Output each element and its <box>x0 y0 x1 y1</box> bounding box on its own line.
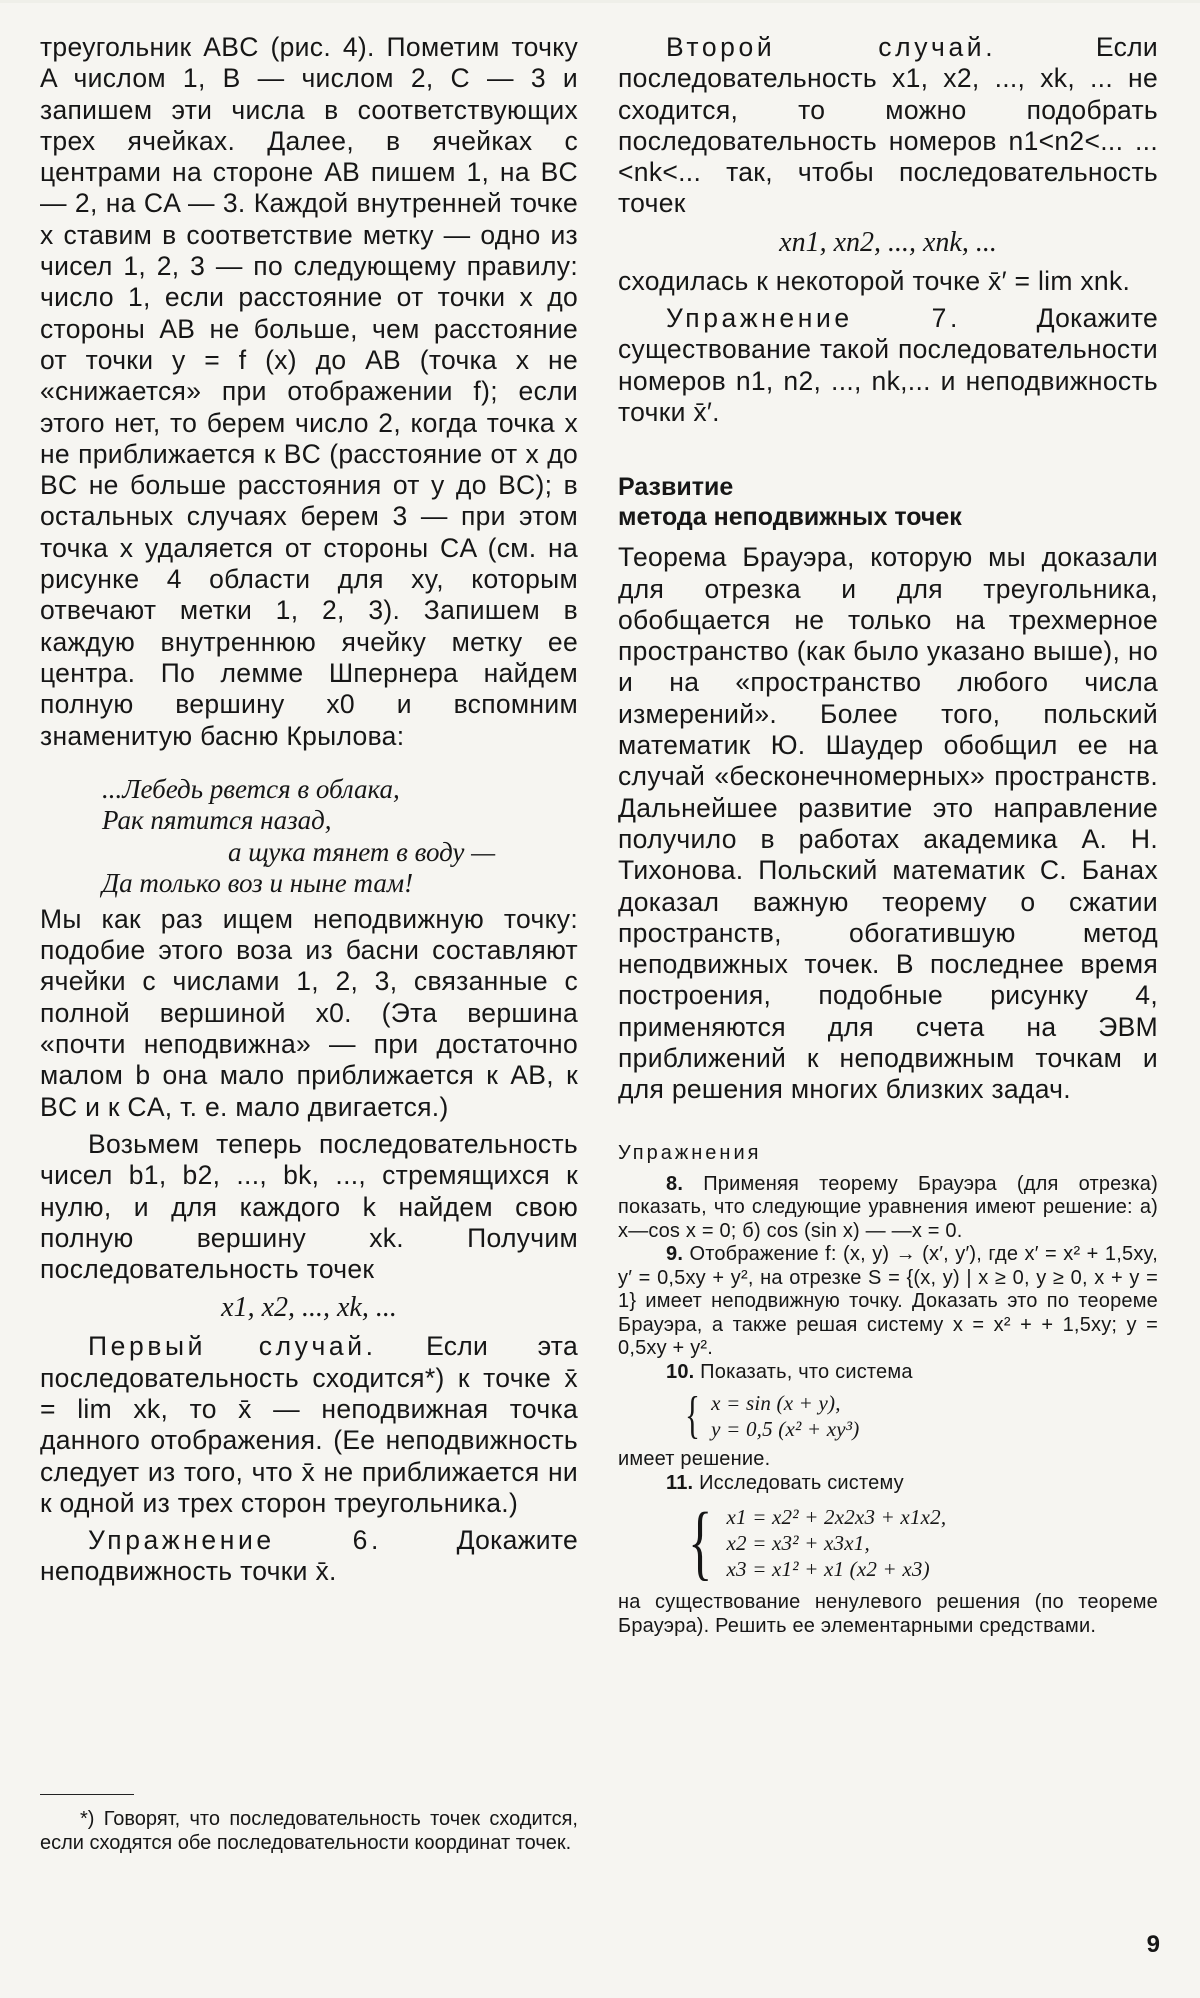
sequence-equation: x1, x2, ..., xk, ... <box>221 1292 397 1324</box>
exercise-10 <box>618 1361 1158 1385</box>
footnote-rule <box>40 1794 134 1795</box>
exercise-11-tail: на существование ненулевого решения (по теореме Брауэра). Решить ее элементарными средствами. <box>618 1591 1158 1637</box>
case-1-text: Если эта последовательность сходится*) к точке x̄ = lim xk, то x̄ — неподвижная точка данного отображения. (Ее неподвижность следует из того, что x̄ не приближается ни к одной из трех сторон треугольника.) <box>40 1331 578 1518</box>
section-heading-line-1: Развитие <box>618 473 734 502</box>
left-paragraph-2: Мы как раз ищем неподвижную точку: подобие этого воза из басни составляют ячейки с числами 1, 2, 3, связанные с полной вершиной x0. (Эта вершина «почти неподвижна» — при достаточно малом b она мало приближается к AB, к BC и к CA, т. е. мало двигается.) <box>40 903 578 1122</box>
exercise-10-tail: имеет решение. <box>618 1448 771 1471</box>
exercises-title: Упражнения <box>618 1141 762 1164</box>
brace-symbol: { <box>688 1496 713 1590</box>
section-heading <box>618 472 1158 532</box>
system-10-eq-2: y = 0,5 (x² + xy³) <box>711 1417 860 1442</box>
exercise-7-text: Докажите существование такой последовательности номеров n1, n2, ..., nk,... и неподвижность точки x̄′. <box>618 303 1158 427</box>
exercise-11-number: 11. <box>666 1471 694 1494</box>
exercise-11-text: Исследовать систему <box>699 1471 904 1494</box>
exercises-list <box>618 1173 1158 1639</box>
poem-quote <box>40 774 578 900</box>
left-paragraph-1: треугольник ABC (рис. 4). Пометим точку A числом 1, B — числом 2, C — 3 и запишем эти числа в соответствующих трех ячейках. Далее, в ячейках с центрами на стороне AB пишем 1, на BC — 2, на CA — 3. Каждой внутренней точке x ставим в соответствие метку — одно из чисел 1, 2, 3 — по следующему правилу: число 1, если расстояние от точки x до стороны AB не больше, чем расстояние от точки y = f (x) до AB (точка x не «снижается» при отображении f); если этого нет, то берем число 2, когда точка x не приближается к BC (расстояние от x до BC не больше расстояния от y до BC); в остальных случаях берем 3 — при этом точка x удаляется от стороны CA (см. на рисунке 4 области для xy, которым отвечают метки 1, 2, 3). Запишем в каждую внутреннюю ячейку метку ее центра. По лемме Шпернера найдем полную вершину x0 и вспомним знаменитую басню Крылова: <box>40 32 578 751</box>
subsequence-equation: xn1, xn2, ..., xnk, ... <box>779 226 997 258</box>
exercise-7-lead: Упражнение 7. <box>666 303 961 334</box>
system-11-eq-1: x1 = x2² + 2x2x3 + x1x2, <box>726 1505 947 1530</box>
system-10-eq-1: x = sin (x + y), <box>711 1391 841 1416</box>
exercise-8-number: 8. <box>666 1172 684 1195</box>
brace-symbol: { <box>685 1387 701 1445</box>
poem-line-2: Рак пятится назад, <box>102 805 332 836</box>
left-paragraph-5 <box>40 1525 578 1588</box>
case-2-lead: Второй случай. <box>666 32 997 62</box>
system-11-eq-3: x3 = x1² + x1 (x2 + x3) <box>726 1557 930 1582</box>
top-edge <box>0 0 1200 3</box>
page-number: 9 <box>1146 1931 1160 1958</box>
exercise-9 <box>618 1243 1158 1361</box>
left-paragraph-4 <box>40 1331 578 1519</box>
exercise-11-system <box>680 1496 1158 1590</box>
left-paragraph-3: Возьмем теперь последовательность чисел b1, b2, ..., bk, ..., стремящихся к нулю, и для каждого k найдем свою полную вершину xk. Получим последовательность точек <box>40 1128 578 1285</box>
case-2-text: Если последовательность x1, x2, ..., xk, ... не сходится, то можно подобрать последовательность номеров n1<n2<... ...<nk<... так, чтобы последовательность точек <box>618 32 1158 219</box>
exercise-10-system <box>680 1387 1158 1445</box>
exercise-11 <box>618 1472 1158 1496</box>
system-11-eq-2: x2 = x3² + x3x1, <box>726 1531 870 1556</box>
exercise-10-number: 10. <box>666 1360 695 1383</box>
section-heading-line-2: метода неподвижных точек <box>618 503 962 532</box>
case-1-lead: Первый случай. <box>88 1331 377 1362</box>
exercise-10-text: Показать, что система <box>700 1360 913 1383</box>
exercise-9-number: 9. <box>666 1243 684 1266</box>
poem-line-4: Да только воз и ныне там! <box>102 868 414 899</box>
poem-line-1: ...Лебедь рвется в облака, <box>102 773 400 804</box>
right-paragraph-4: Теорема Брауэра, которую мы доказали для отрезка и для треугольника, обобщается не только на трехмерное пространство (как было указано выше), но и на «пространство любого числа измерений». Более того, польский математик Ю. Шаудер обобщил ее на случай «бесконечномерных» пространств. Дальнейшее развитие это направление получило в работах академика А. Н. Тихонова. Польский математик С. Банах доказал важную теорему о сжатии пространств, обогатившую метод неподвижных точек. В последнее время построения, подобные рисунку 4, применяются для счета на ЭВМ приближений к неподвижным точкам и для решения многих близких задач. <box>618 542 1158 1105</box>
exercise-6-lead: Упражнение 6. <box>88 1525 382 1556</box>
right-paragraph-3 <box>618 303 1158 428</box>
exercise-8 <box>618 1173 1158 1244</box>
left-column <box>40 32 578 1588</box>
footnote: *) Говорят, что последовательность точек сходится, если сходятся обе последовательности координат точек. <box>40 1808 578 1854</box>
exercise-6-text: Докажите неподвижность точки x̄. <box>40 1525 578 1587</box>
poem-line-3: а щука тянет в воду — <box>228 836 496 867</box>
right-column <box>618 32 1158 1638</box>
exercise-9-text: Отображение f: (x, y) → (x′, y′), где x′ = x² + 1,5xy, y′ = 0,5xy + y², на отрезке S = {(x, y) | x ≥ 0, y ≥ 0, x + y = 1} имеет неподвижную точку. Доказать это по теореме Брауэра, а также решая систему x = x² + + 1,5xy; y = 0,5xy + y². <box>618 1243 1158 1360</box>
exercise-8-text: Применяя теорему Брауэра (для отрезка) показать, что следующие уравнения имеют решение: а) x—cos x = 0; б) cos (sin x) — —x = 0. <box>618 1172 1158 1242</box>
right-paragraph-1 <box>618 32 1158 220</box>
right-paragraph-2: сходилась к некоторой точке x̄′ = lim xnk. <box>618 265 1131 296</box>
